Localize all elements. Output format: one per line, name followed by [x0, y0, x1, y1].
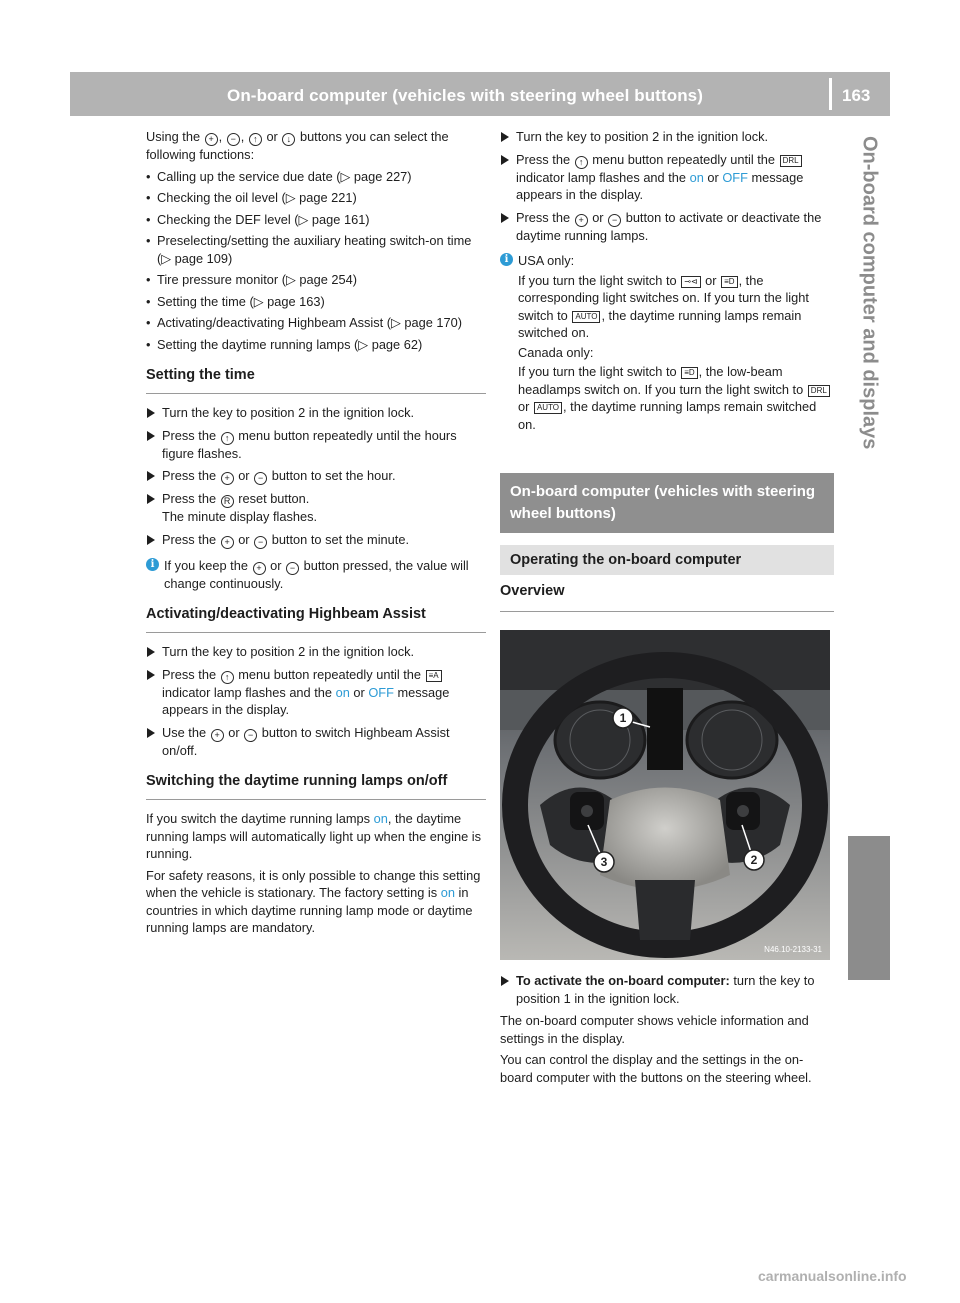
intro-paragraph: Using the + , − , ↑ or ↓ buttons you can select the following functions:	[146, 129, 449, 162]
arrow-icon	[501, 132, 509, 142]
plus-button-icon: +	[575, 214, 588, 227]
list-item: • Checking the DEF level (▷ page 161)	[146, 211, 486, 229]
info-icon: i	[146, 558, 159, 571]
arrow-icon	[147, 647, 155, 657]
steering-wheel-hub	[600, 788, 730, 891]
usa-text: If you turn the light switch to ⊸⊲ or ≡D , the corresponding light switches on. If you turn the light switch to AUTO , the daytime running lamps remain switched on.	[518, 272, 809, 340]
minus-button-icon: −	[286, 562, 299, 575]
minus-button-icon: −	[244, 729, 257, 742]
list-item: • Preselecting/setting the auxiliary heating switch-on time (▷ page 109)	[146, 232, 486, 267]
callout-2	[744, 850, 764, 870]
canada-text: If you turn the light switch to ≡D , the low-beam headlamps switch on. If you turn the light switch to DRL or AUTO , the daytime running lamps remain switched on.	[518, 363, 834, 433]
heading-setting-time: Setting the time	[146, 365, 486, 394]
arrow-icon	[501, 155, 509, 165]
right-column	[500, 128, 834, 1090]
canada-label: Canada only:	[518, 344, 594, 360]
plus-button-icon: +	[253, 562, 266, 575]
highbeam-indicator-icon: ≡A	[426, 670, 442, 682]
arrow-icon	[147, 494, 155, 504]
list-item: • Checking the oil level (▷ page 221)	[146, 189, 486, 207]
header-divider	[829, 78, 832, 110]
menu-button-icon: ↑	[221, 432, 234, 445]
instruction-step: Press the ↑ menu button repeatedly until the DRL indicator lamp flashes and the on or OFF message appears in the display.	[500, 151, 834, 204]
list-item: • Activating/deactivating Highbeam Assist (▷ page 170)	[146, 314, 486, 332]
plus-button-icon: +	[221, 472, 234, 485]
svg-text:2: 2	[750, 853, 758, 867]
arrow-icon	[147, 670, 155, 680]
instruction-step: To activate the on-board computer: turn the key to position 1 in the ignition lock.	[500, 972, 834, 1007]
side-tab-label: On-board computer and displays	[858, 136, 881, 450]
auto-light-icon: AUTO	[534, 402, 562, 414]
svg-text:1: 1	[619, 711, 627, 725]
up-button-icon: ↑	[249, 133, 262, 146]
arrow-icon	[501, 976, 509, 986]
arrow-icon	[147, 408, 155, 418]
instruction-step: Turn the key to position 2 in the ignition lock.	[146, 643, 486, 661]
arrow-icon	[147, 431, 155, 441]
callout-1	[613, 708, 633, 728]
arrow-icon	[147, 728, 155, 738]
heading-daytime-running-lamps: Switching the daytime running lamps on/off	[146, 771, 486, 800]
info-note: i If you keep the + or − button pressed, the value will change continuously.	[146, 557, 486, 593]
list-item: • Setting the time (▷ page 163)	[146, 293, 486, 311]
menu-button-icon: ↑	[221, 671, 234, 684]
arrow-icon	[501, 213, 509, 223]
multifunction-display	[647, 688, 683, 770]
instruction-step: Press the ↑ menu button repeatedly until the hours figure flashes.	[146, 427, 486, 463]
plus-button-icon: +	[211, 729, 224, 742]
heading-overview: Overview	[500, 581, 834, 612]
minus-button-icon: −	[254, 472, 267, 485]
page-header	[70, 72, 890, 116]
steering-wheel-photo	[500, 630, 830, 960]
plus-button-icon: +	[221, 536, 234, 549]
subsection-title-bar: Operating the on-board computer	[500, 545, 834, 575]
reset-button-icon: R	[221, 495, 234, 508]
left-column	[146, 128, 486, 941]
usa-label: USA only:	[518, 253, 575, 268]
low-beam-icon: ≡D	[681, 367, 697, 379]
instruction-step: Turn the key to position 2 in the ignition lock.	[146, 404, 486, 422]
info-note	[500, 252, 834, 433]
arrow-icon	[147, 471, 155, 481]
instruction-step: Press the + or − button to activate or deactivate the daytime running lamps.	[500, 209, 834, 245]
menu-button-icon: ↑	[575, 156, 588, 169]
down-button-icon: ↓	[282, 133, 295, 146]
info-icon: i	[500, 253, 513, 266]
minus-button-icon: −	[227, 133, 240, 146]
list-item: • Setting the daytime running lamps (▷ page 62)	[146, 336, 486, 354]
low-beam-icon: ≡D	[721, 276, 737, 288]
drl-paragraph: If you switch the daytime running lamps on, the daytime running lamps will automatically light up when the engine is running.	[146, 811, 482, 861]
instruction-step: Turn the key to position 2 in the ignition lock.	[500, 128, 834, 146]
page-number: 163	[842, 86, 871, 105]
daytime-lamp-indicator-icon: DRL	[780, 155, 802, 167]
header-title: On-board computer (vehicles with steering wheel buttons)	[227, 86, 703, 105]
auto-light-icon: AUTO	[572, 311, 600, 323]
instruction-step: Press the R reset button. The minute display flashes.	[146, 490, 486, 526]
instruction-step: Press the + or − button to set the hour.	[146, 467, 486, 485]
minus-button-icon: −	[608, 214, 621, 227]
daytime-lamp-icon: DRL	[808, 385, 830, 397]
side-tab	[848, 136, 890, 816]
minus-button-icon: −	[254, 536, 267, 549]
side-tab-marker	[848, 836, 890, 980]
instruction-step: Press the ↑ menu button repeatedly until the ≡A indicator lamp flashes and the on or OFF message appears in the display.	[146, 666, 486, 719]
obc-paragraph: You can control the display and the settings in the on-board computer with the buttons on the steering wheel.	[500, 1052, 812, 1085]
section-title-bar: On-board computer (vehicles with steering wheel buttons)	[500, 473, 834, 533]
instruction-step: Use the + or − button to switch Highbeam Assist on/off.	[146, 724, 486, 760]
list-item: • Calling up the service due date (▷ page 227)	[146, 168, 486, 186]
callout-3	[594, 852, 614, 872]
list-item: • Tire pressure monitor (▷ page 254)	[146, 271, 486, 289]
svg-text:3: 3	[600, 855, 608, 869]
footer-watermark: carmanualsonline.info	[758, 1268, 907, 1284]
function-list	[146, 168, 486, 354]
obc-paragraph: The on-board computer shows vehicle information and settings in the display.	[500, 1013, 809, 1046]
instruction-step: Press the + or − button to set the minute.	[146, 531, 486, 549]
arrow-icon	[147, 535, 155, 545]
heading-highbeam-assist: Activating/deactivating Highbeam Assist	[146, 604, 486, 633]
plus-button-icon: +	[205, 133, 218, 146]
drl-paragraph: For safety reasons, it is only possible to change this setting when the vehicle is stationary. The factory setting is on in countries in which daytime running lamp mode or daytime running lamps are mandatory.	[146, 867, 481, 935]
image-code: N46.10-2133-31	[764, 945, 822, 954]
parking-lamp-icon: ⊸⊲	[681, 276, 700, 288]
